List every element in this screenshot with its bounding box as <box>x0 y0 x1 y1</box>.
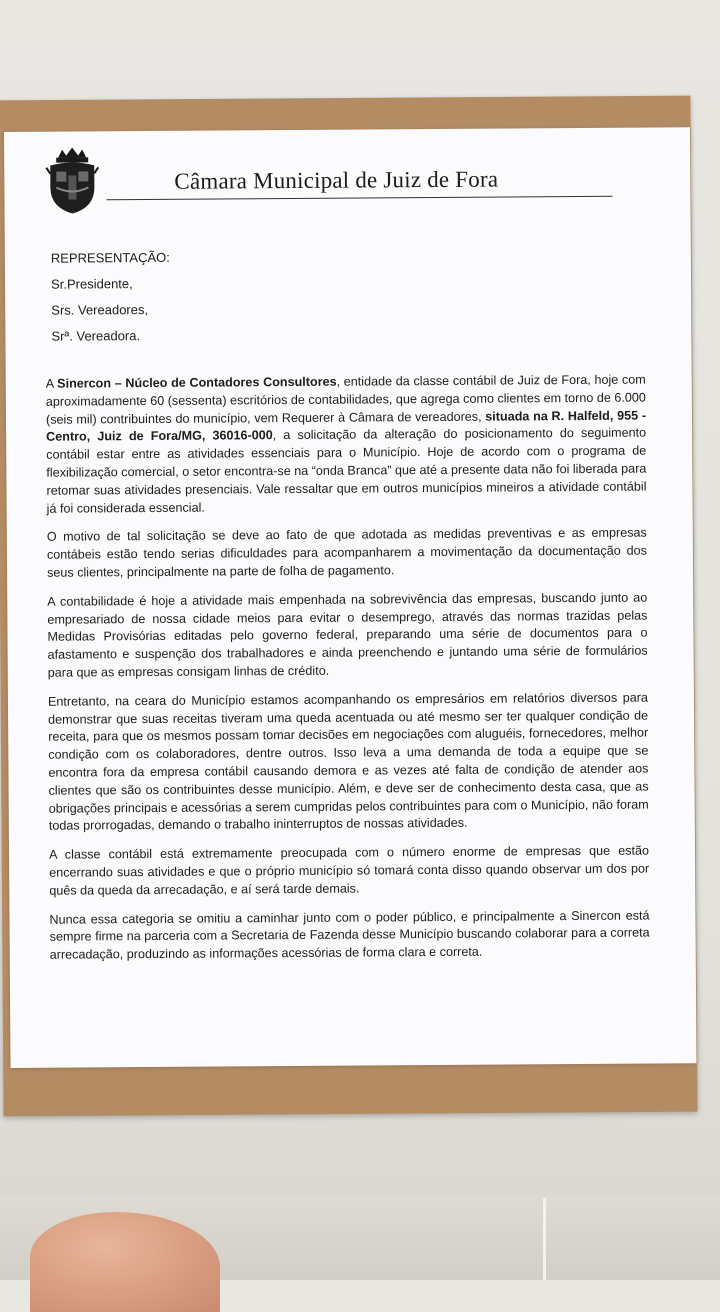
table-seam <box>543 1198 546 1280</box>
paragraph-4: Entretanto, na ceara do Município estamos acompanhando os empresários em relatórios diversos para demonstrar que suas receitas tiveram uma queda acentuada ou até mesmo ser ter qualquer condição de receita, para que os mesmos possam tomar decisões em negociações com aluguéis, fornecedores, melhor condição com os colaboradores, dentre outros. Isso leva a uma demanda de toda a equipe que se encontra fora da empresa contábil causando demora e as vezes até falta de condição de atender aos clientes que são os contribuintes desse município. Além, e deve ser de conhecimento desta casa, que as obrigações principais e acessórias a serem cumpridas pelos contribuintes para com o Município, não foram todas prorrogadas, demando o trabalho ininterruptos de nossas atividades. <box>47 690 649 834</box>
municipal-coat-of-arms-icon <box>44 147 100 213</box>
address-line-councilwoman: Srª. Vereadora. <box>51 328 141 344</box>
paragraph-1 <box>46 372 647 519</box>
address-block <box>51 242 612 350</box>
document-page <box>4 127 697 1068</box>
paragraph-1-text-c: , entidade da classe contábil de Juiz de Fora, hoje com aproximadamente 60 (sessenta) escritórios de contabilidades, que agrega como clientes em torno de 6.000 (seis mil) contribuintes do município, vem Requerer à Câmara de vereadores, <box>45 372 646 427</box>
header-divider <box>106 196 612 201</box>
paragraph-2: O motivo de tal solicitação se deve ao fato de que adotada as medidas preventivas e as empresas contábeis estão tendo serias dificuldades para acompanharem a movimentação da documentação dos seus clientes, principalmente na parte de folha de pagamento. <box>46 525 647 580</box>
header-title: Câmara Municipal de Juiz de Fora <box>174 166 499 194</box>
paragraph-5: A classe contábil está extremamente preocupada com o número enorme de empresas que estão encerrando suas atividades e que o próprio município só tomará conta disso quando observar um dos por quês da queda da arrecadação, e aí será tarde demais. <box>48 843 650 898</box>
paragraph-1-text-a: A <box>45 376 58 391</box>
address-line-councilmen: Srs. Vereadores, <box>51 301 149 318</box>
paragraph-1-address: situada na R. Halfeld, 955 - Centro, Juiz de Fora/MG, 36016-000 <box>46 408 647 445</box>
paragraph-1-text-d: , a solicitação da alteração do posicionamento do seguimento contábil estar entre as atividades essenciais para o Município. Hoje de acordo com o programa de flexibilização comercial, o setor encontra-se na “onda Branca” que até a presente data não foi liberada para retomar suas atividades presenciais. Vale ressaltar que em outros municípios mineiros a atividade contábil já foi considerada essencial. <box>46 425 647 516</box>
paragraph-3: A contabilidade é hoje a atividade mais empenhada na sobrevivência das empresas, buscando junto ao empresariado de nossa cidade meios para evitar o desemprego, através das normas trazidas pelas Medidas Provisórias editadas pelo governo federal, preparando uma série de documentos para o afastamento e suspenção dos trabalhadores e ainda preenchendo e juntando uma série de formulários para que as empresas consigam linhas de crédito. <box>47 590 648 680</box>
address-heading: REPRESENTAÇÃO: <box>50 249 170 266</box>
paragraph-1-org-name: Sinercon – Núcleo de Contadores Consultores <box>57 374 337 391</box>
document-body <box>46 372 650 976</box>
address-line-president: Sr.Presidente, <box>51 276 133 292</box>
paragraph-6: Nunca essa categoria se omitiu a caminhar junto com o poder público, e principalmente a Sinercon está sempre firme na parceria com a Secretaria de Fazenda desse Município buscando colaborar para a correta arrecadação, produzindo as informações acessórias de forma clara e correta. <box>49 908 650 962</box>
